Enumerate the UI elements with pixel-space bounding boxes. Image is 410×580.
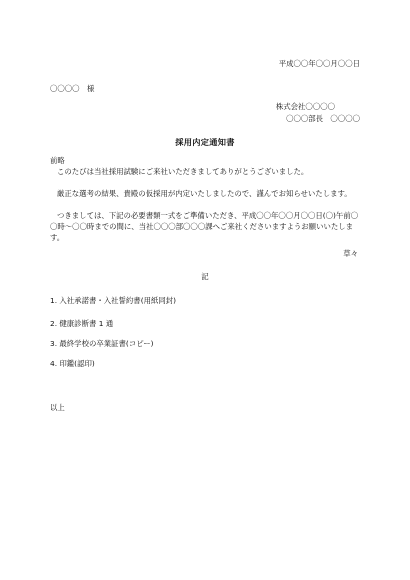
ki-heading: 記 (201, 272, 209, 281)
paragraph-result: 厳正な選考の結果、貴殿の仮採用が内定いたしましたので、謹んでお知らせいたします。 (57, 189, 352, 198)
sender-person: 〇〇〇部長 〇〇〇〇 (286, 114, 360, 123)
list-item: 2. 健康診断書 1 通 (50, 319, 114, 328)
paragraph-thanks: このたびは当社採用試験にご来社いただきましてありがとうございました。 (57, 167, 309, 176)
end-mark: 以上 (50, 403, 65, 412)
sender-company: 株式会社〇〇〇〇 (275, 102, 335, 111)
document-date: 平成〇〇年〇〇月〇〇日 (278, 59, 360, 68)
paragraph-instructions: つきましては、下記の必要書類一式をご準備いただき、平成〇〇年〇〇月〇〇日(〇)午前〇〇時～〇〇時までの間に、当社〇〇〇部〇〇〇課へご来社くださいますようお願いいたします。 (50, 211, 359, 242)
recipient-name: 〇〇〇〇 様 (50, 84, 95, 93)
list-item: 1. 入社承諾書・入社誓約書(用紙同封) (50, 296, 177, 305)
list-item: 3. 最終学校の卒業証書(コピー) (50, 339, 154, 348)
list-item: 4. 印鑑(認印) (50, 359, 95, 368)
document-title: 採用内定通知書 (175, 137, 235, 147)
closing-word: 草々 (343, 249, 358, 258)
opening-greeting: 前略 (50, 156, 65, 165)
